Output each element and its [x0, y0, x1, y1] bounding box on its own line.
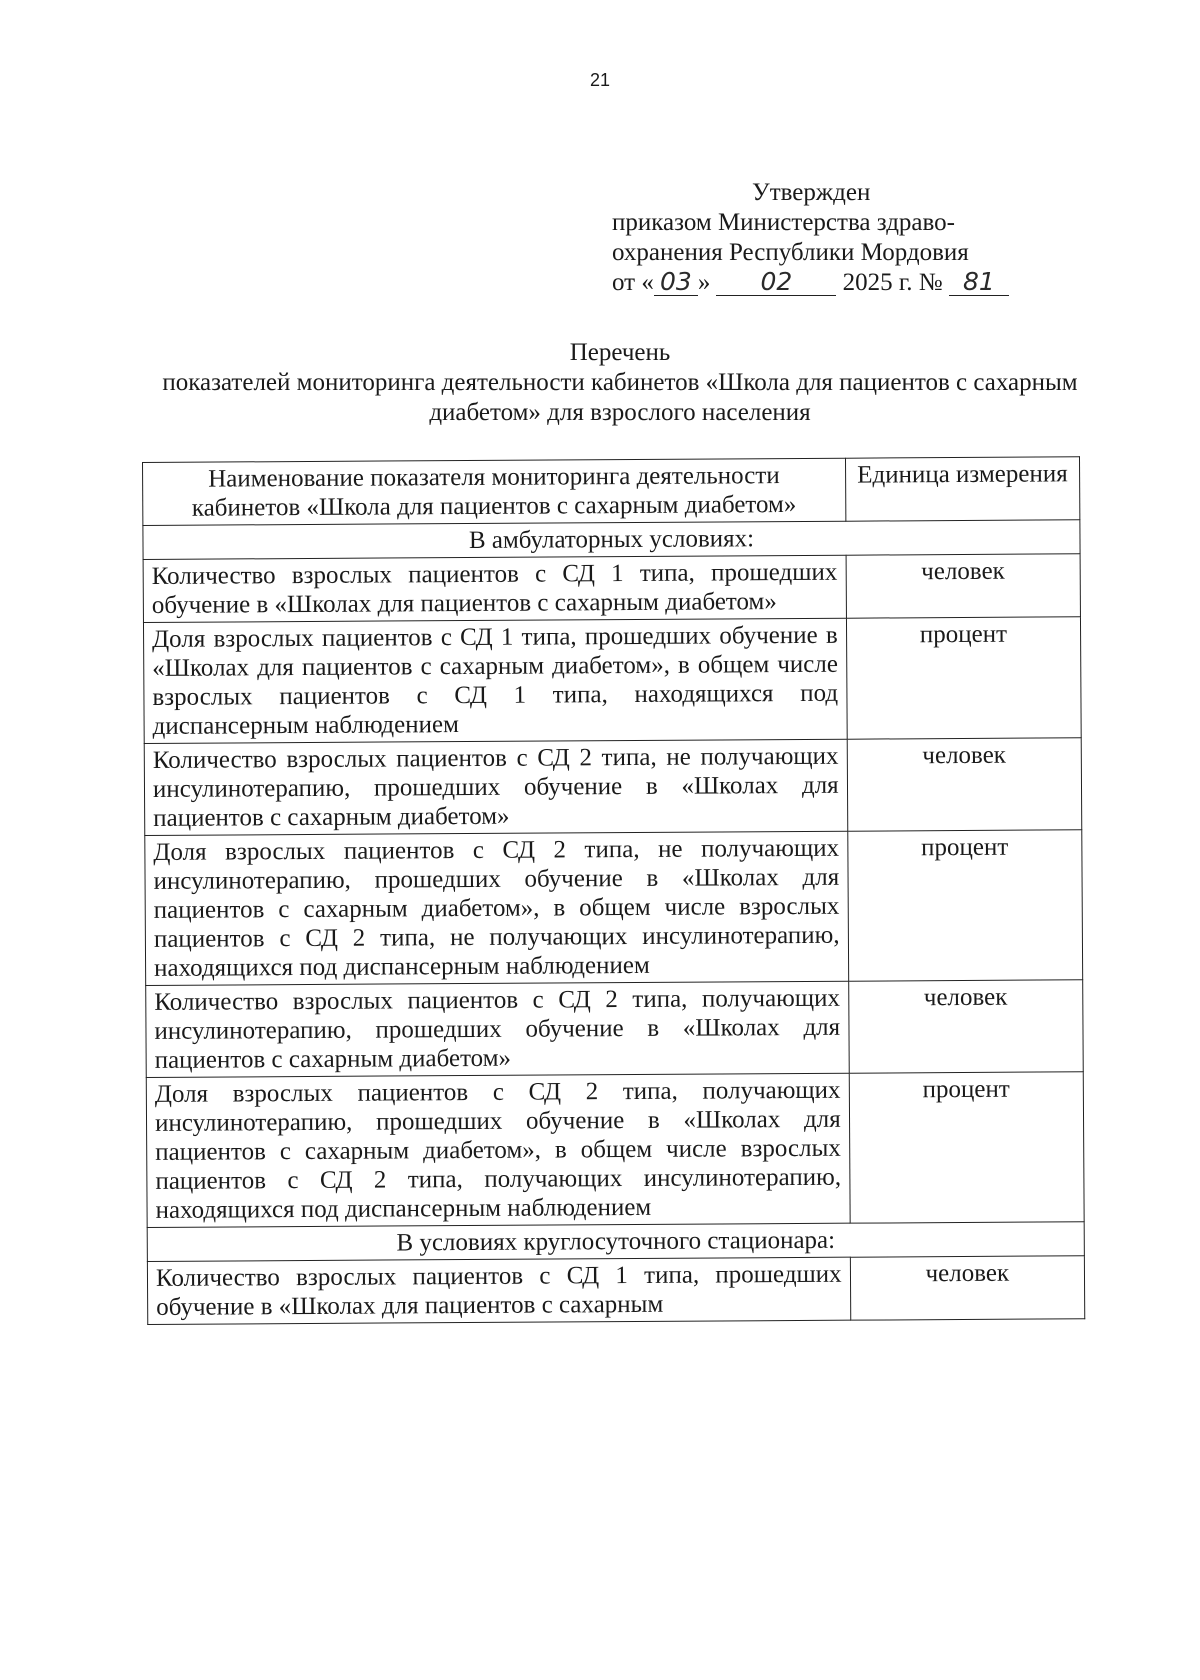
section-row — [143, 520, 1080, 560]
date-mid: » — [697, 269, 711, 296]
date-year-number: 2025 г. № — [842, 269, 943, 296]
handwritten-month: 02 — [716, 269, 836, 296]
indicator-name: Количество взрослых пациентов с СД 1 типа, прошедших обучение в «Школах для пациентов с сахарным диабетом» — [143, 555, 846, 622]
indicator-name: Доля взрослых пациентов с СД 2 типа, не получающих инсулинотерапию, прошедших обучение в «Школах для пациентов с сахарным диабетом», в общем числе взрослых пациентов с СД 2 типа, не получающих инсулинотерапию, находящихся под диспансерным наблюдением — [145, 831, 849, 985]
indicator-name: Количество взрослых пациентов с СД 2 типа, не получающих инсулинотерапию, прошедших обучение в «Школах для пациентов с сахарным диабетом» — [144, 739, 847, 835]
section-row — [147, 1222, 1084, 1262]
document-title-block — [130, 338, 1110, 428]
document-subtitle: показателей мониторинга деятельности кабинетов «Школа для пациентов с сахарным диабетом» для взрослого населения — [162, 369, 1078, 426]
handwritten-order-number: 81 — [949, 269, 1009, 296]
table-row — [143, 617, 1081, 744]
indicator-unit: процент — [847, 830, 1082, 981]
approval-line-1: приказом Министерства здраво- — [612, 209, 955, 236]
indicator-name: Количество взрослых пациентов с СД 1 типа, прошедших обучение в «Школах для пациентов с сахарным — [147, 1257, 850, 1324]
header-unit: Единица измерения — [845, 457, 1080, 521]
indicator-unit: человек — [847, 738, 1082, 831]
indicator-unit: человек — [850, 1256, 1085, 1320]
table-row — [143, 554, 1080, 623]
indicator-name: Доля взрослых пациентов с СД 2 типа, получающих инсулинотерапию, прошедших обучение в «Школах для пациентов с сахарным диабетом», в общем числе взрослых пациентов с СД 2 типа, получающих инсулинотерапию, находящихся под диспансерным наблюдением — [146, 1073, 850, 1227]
approval-line-2: охранения Республики Мордовия — [612, 239, 969, 266]
page-number: 21 — [589, 70, 611, 90]
table-row — [147, 1256, 1084, 1325]
section-inpatient: В условиях круглосуточного стационара: — [147, 1222, 1084, 1262]
handwritten-day: 03 — [654, 269, 698, 296]
table-row — [144, 738, 1082, 836]
table-row — [146, 980, 1084, 1078]
table-header-row — [143, 457, 1080, 526]
indicator-name: Количество взрослых пациентов с СД 2 типа, получающих инсулинотерапию, прошедших обучение в «Школах для пациентов с сахарным диабетом» — [146, 981, 849, 1077]
indicator-unit: процент — [849, 1072, 1084, 1223]
indicator-unit: человек — [848, 980, 1083, 1073]
indicator-unit: процент — [846, 617, 1081, 739]
indicator-name: Доля взрослых пациентов с СД 1 типа, прошедших обучение в «Школах для пациентов с сахарным диабетом», в общем числе взрослых пациентов с СД 1 типа, находящихся под диспансерным наблюдением — [143, 618, 846, 743]
table-row — [146, 1072, 1084, 1228]
header-indicator-name: Наименование показателя мониторинга деятельности кабинетов «Школа для пациентов с сахарным диабетом» — [143, 458, 846, 525]
approval-title: Утвержден — [752, 179, 871, 206]
indicator-unit: человек — [846, 554, 1081, 618]
table-row — [145, 830, 1083, 986]
document-title: Перечень — [569, 339, 671, 366]
date-prefix: от « — [612, 269, 654, 296]
approval-stamp-block — [612, 178, 1009, 298]
indicators-table — [142, 456, 1085, 1325]
approval-date-line — [612, 268, 1009, 298]
section-outpatient: В амбулаторных условиях: — [143, 520, 1080, 560]
